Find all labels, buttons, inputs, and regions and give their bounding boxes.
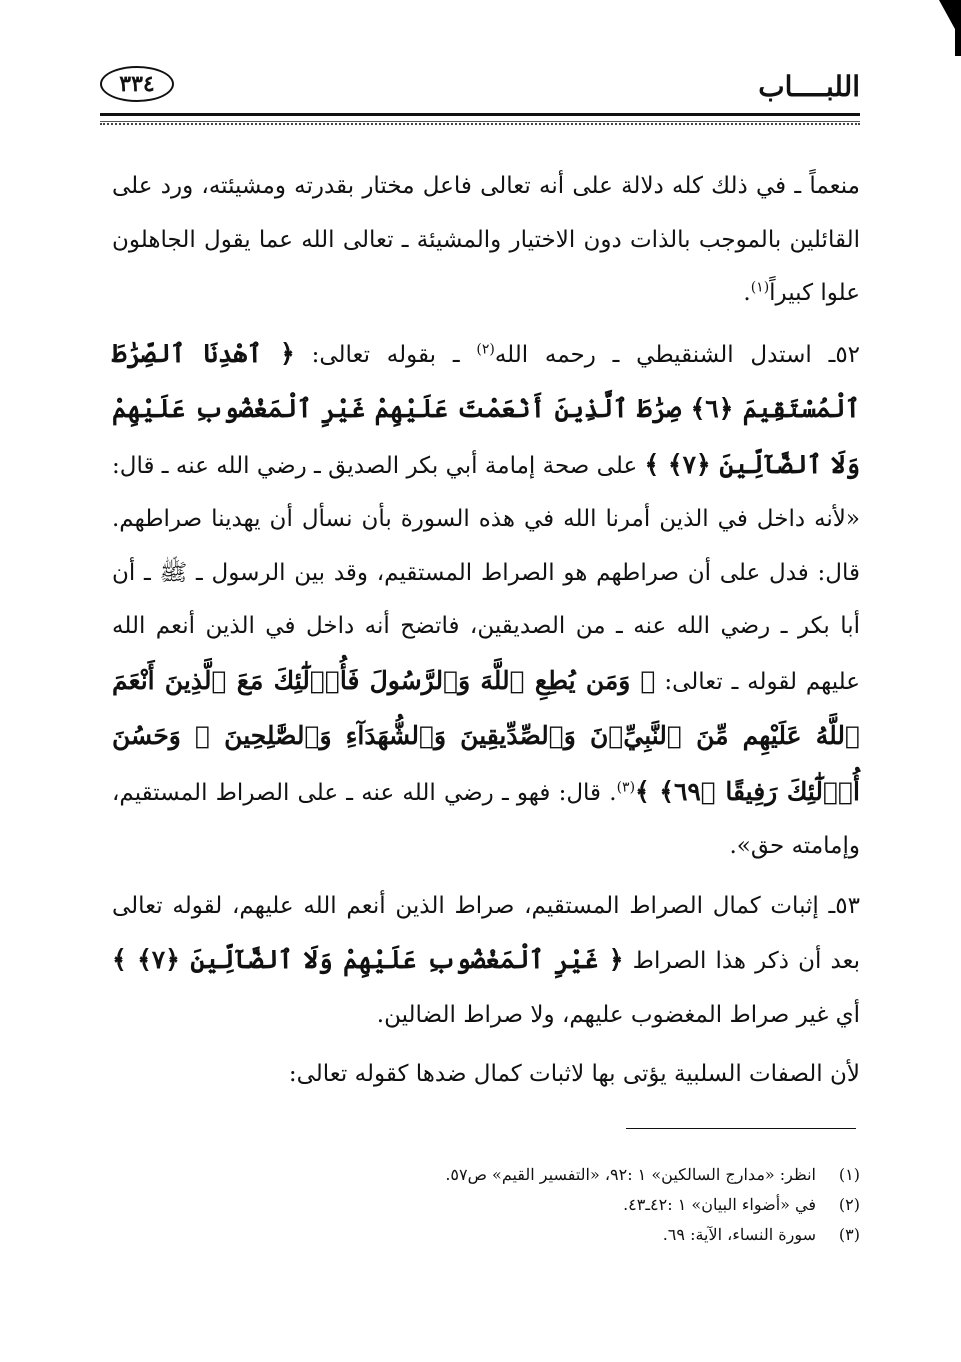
quran-verse: ﴿ ٱهْدِنَا ٱلصِّرَٰطَ ٱلْمُسْتَقِيمَ ﴿٦﴾ صِرَٰطَ ٱلَّذِينَ أَنْعَمْتَ عَلَيْهِمْ غَيْرِ ٱلْمَغْضُوبِ عَلَيْهِمْ وَلَا ٱلضَّآلِّينَ ﴿٧﴾ ﴾ bbox=[112, 338, 860, 479]
text-span: لأن الصفات السلبية يؤتى بها لاثبات كمال ضدها كقوله تعالى: bbox=[288, 1061, 860, 1087]
text-span: . bbox=[743, 280, 751, 306]
main-text bbox=[112, 160, 860, 1102]
paragraph-52 bbox=[112, 327, 860, 874]
corner-mark-bar bbox=[955, 0, 961, 56]
footnote-number: (٢) bbox=[838, 1195, 860, 1214]
book-title: اللبــــاب bbox=[758, 70, 860, 103]
footnote-item bbox=[112, 1160, 860, 1190]
footnote-number: (٣) bbox=[838, 1225, 860, 1244]
footnote-ref: (١) bbox=[750, 279, 770, 296]
footnote-text: انظر: «مدارج السالكين» ١ :٩٢، «التفسير القيم» ص٥٧. bbox=[445, 1165, 816, 1184]
footnotes bbox=[112, 1160, 860, 1250]
footnote-text: في «أضواء البيان» ١ :٤٢ـ٤٣. bbox=[623, 1195, 816, 1214]
footnote-item bbox=[112, 1190, 860, 1220]
footnote-ref: (٢) bbox=[476, 340, 495, 357]
quran-verse: ﴿ وَمَن يُطِعِ ٱللَّهَ وَٱلرَّسُولَ فَأُو۟لَٰٓئِكَ مَعَ ٱلَّذِينَ أَنْعَمَ ٱللَّهُ عَلَيْهِم مِّنَ ٱلنَّبِيِّۦنَ وَٱلصِّدِّيقِينَ وَٱلشُّهَدَآءِ وَٱلصَّٰلِحِينَ ۚ وَحَسُنَ أُو۟لَٰٓئِكَ رَفِيقًا ﴿٦٩﴾ ﴾ bbox=[112, 665, 860, 806]
text-span: ـ بقوله تعالى: bbox=[311, 341, 460, 368]
text-span: على صحة إمامة أبي بكر الصديق ـ رضي الله عنه ـ قال: «لأنه داخل في الذين أمرنا الله في هذه السورة بأن نسأل أن يهدينا صراطهم. قال: فدل على أن صراطهم هو الصراط المستقيم، وقد بين الرسول ـ ﷺ ـ أن أبا بكر ـ رضي الله عنه ـ من الصديقين، فاتضح أنه داخل في الذين أنعم الله عليهم لقوله ـ تعالى: bbox=[112, 452, 861, 695]
paragraph-1 bbox=[112, 160, 860, 321]
footnote-text: سورة النساء، الآية: ٦٩. bbox=[662, 1225, 816, 1244]
footnote-ref: (٣) bbox=[616, 778, 636, 795]
footnote-rule bbox=[626, 1128, 856, 1129]
footnote-number: (١) bbox=[838, 1165, 860, 1184]
page-number: ٣٣٤ bbox=[100, 66, 174, 102]
page-header bbox=[100, 66, 860, 106]
header-rule-dotted bbox=[100, 123, 860, 125]
text-span: . قال: فهو ـ رضي الله عنه ـ على الصراط المستقيم، وإمامته حق». bbox=[112, 779, 860, 859]
item-number: ٥٣ـ bbox=[828, 892, 860, 919]
text-span: إثبات كمال الصراط المستقيم، صراط الذين أنعم الله عليهم، لقوله تعالى بعد أن ذكر هذا الصراط bbox=[112, 892, 861, 974]
header-rule bbox=[100, 113, 860, 122]
quran-verse: ﴿ غَيْرِ ٱلْمَغْضُوبِ عَلَيْهِمْ وَلَا ٱلضَّآلِّينَ ﴿٧﴾ ﴾ bbox=[112, 945, 624, 974]
item-number: ٥٢ـ bbox=[828, 341, 861, 368]
paragraph-last bbox=[112, 1048, 860, 1102]
paragraph-53 bbox=[112, 880, 860, 1043]
footnote-item bbox=[112, 1220, 860, 1250]
text-span: استدل الشنقيطي ـ رحمه الله bbox=[494, 341, 812, 368]
text-span: أي غير صراط المغضوب عليهم، ولا صراط الضالين. bbox=[376, 1001, 860, 1028]
text-span: منعماً ـ في ذلك كله دلالة على أنه تعالى فاعل مختار بقدرته ومشيئته، ورد على القائلين بالموجب بالذات دون الاختيار والمشيئة ـ تعالى الله عما يقول الجاهلون علوا كبيراً bbox=[112, 173, 860, 306]
